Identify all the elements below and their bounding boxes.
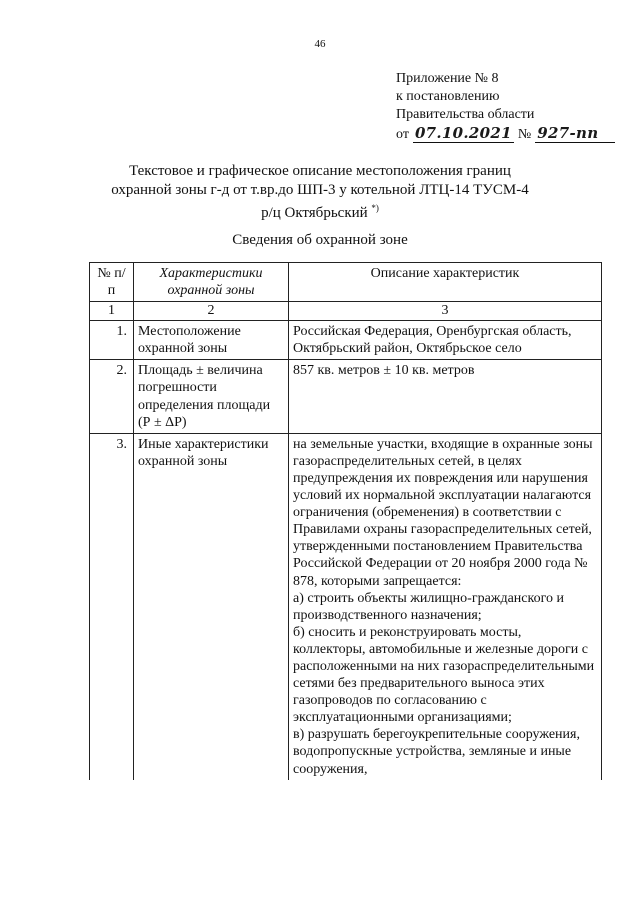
title-line-3 <box>90 199 550 223</box>
handwritten-number: 927-пп <box>535 124 615 143</box>
description-paragraph: 857 кв. метров ± 10 кв. метров <box>293 363 475 379</box>
description-paragraph: Российская Федерация, Оренбургская область, Октябрьский район, Октябрьское село <box>293 324 572 357</box>
title-line-1: Текстовое и графическое описание местоположения границ <box>129 163 511 179</box>
index-col-1: 1 <box>90 302 134 321</box>
title-line-2: охранной зоны г-д от т.вр.до ШП-3 у котельной ЛТЦ-14 ТУСМ-4 <box>111 181 529 198</box>
appendix-government: Правительства области <box>396 107 535 122</box>
table-row <box>90 433 602 779</box>
row-number: 3. <box>90 433 134 779</box>
index-col-3: 3 <box>289 302 602 321</box>
description-paragraph: б) сносить и реконструировать мосты, коллекторы, автомобильные и железные дороги с расположенными на них газораспределительными сетями без предварительного выноса этих газопроводов по согласованию с эксплуатационными организациями; <box>293 624 595 726</box>
page-number: 46 <box>314 38 326 50</box>
row-description <box>289 433 602 779</box>
description-paragraph: в) разрушать берегоукрепительные сооружения, водопропускные устройства, земляные и иные сооружения, <box>293 727 580 777</box>
row-characteristic: Иные характеристики охранной зоны <box>134 433 289 779</box>
from-label: от <box>396 127 409 142</box>
appendix-date-number <box>396 124 615 144</box>
zone-table <box>89 262 602 780</box>
footnote-mark: *) <box>371 203 379 213</box>
table-index-row <box>90 302 602 321</box>
table-row <box>90 360 602 433</box>
row-characteristic: Площадь ± величина погрешности определения площади (Р ± ΔР) <box>134 360 289 433</box>
title-line-3-text: р/ц Октябрьский <box>261 205 368 221</box>
table-header-row <box>90 263 602 302</box>
description-paragraph: а) строить объекты жилищно-гражданского и производственного назначения; <box>293 590 564 623</box>
row-characteristic: Местоположение охранной зоны <box>134 321 289 360</box>
appendix-title: Приложение № 8 <box>396 71 499 86</box>
description-paragraph: на земельные участки, входящие в охранные зоны газораспределительных сетей, в целях предупреждения их повреждения или нарушения условий их нормальной эксплуатации налагаются ограничения (обременения) в соответствии с Правилами охраны газораспределительных сетей, утвержденными постановлением Правительства Российской Федерации от 20 ноября 2000 года № 878, которыми запрещается: <box>293 436 593 589</box>
row-description <box>289 321 602 360</box>
row-number: 2. <box>90 360 134 433</box>
document-title <box>90 162 550 223</box>
header-characteristics: Характеристики охранной зоны <box>134 263 289 302</box>
table-row <box>90 321 602 360</box>
index-col-2: 2 <box>134 302 289 321</box>
number-sign: № <box>517 127 532 142</box>
row-number: 1. <box>90 321 134 360</box>
handwritten-date: 07.10.2021 <box>414 124 512 142</box>
header-description: Описание характеристик <box>289 263 602 302</box>
appendix-to-resolution: к постановлению <box>396 89 500 104</box>
section-title: Сведения об охранной зоне <box>232 232 408 248</box>
appendix-block <box>396 70 615 144</box>
header-number: № п/п <box>90 263 134 302</box>
row-description <box>289 360 602 433</box>
